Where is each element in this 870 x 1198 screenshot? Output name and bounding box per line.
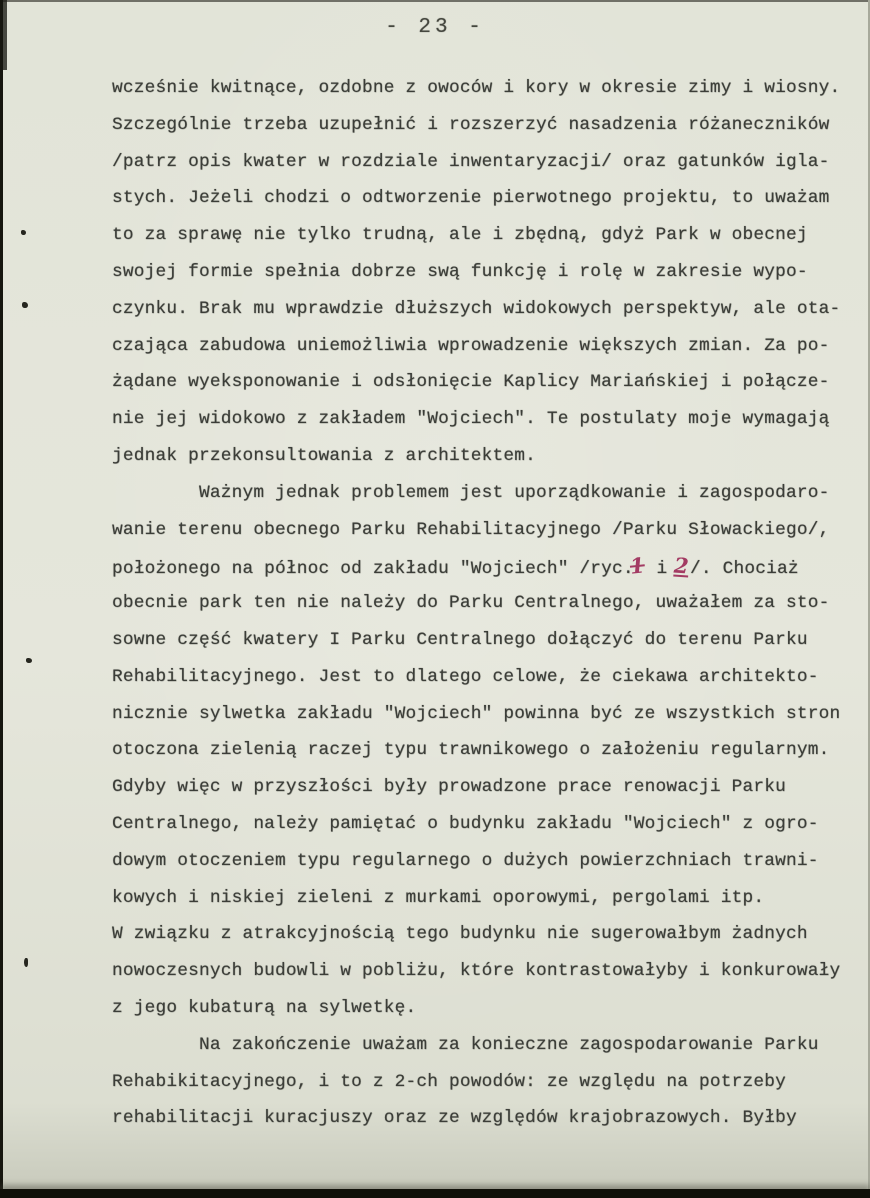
text-line: swojej formie spełnia dobrze swą funkcję i rolę w zakresie wypo- [112, 261, 808, 282]
text-line: wcześnie kwitnące, ozdobne z owoców i kory w okresie zimy i wiosny. [112, 78, 841, 98]
handwritten-figure-number: 1 [628, 552, 646, 580]
text-line: żądane wyeksponowanie i odsłonięcie Kaplicy Mariańskiej i połącze- [112, 372, 830, 393]
text-line: rehabilitacji kuracjuszy oraz ze względów krajobrazowych. Byłby [112, 1108, 797, 1129]
text-line: Gdyby więc w przyszłości były prowadzone prace renowacji Parku [112, 777, 786, 798]
text-line: z jego kubaturą na sylwetkę. [112, 997, 417, 1018]
page-number: - 23 - [385, 16, 485, 39]
scan-edge-top [0, 0, 870, 2]
text-segment: /. Chociaż [690, 559, 799, 580]
text-line: czająca zabudowa uniemożliwia wprowadzenie większych zmian. Za po- [112, 335, 830, 356]
text-line: jednak przekonsultowania z architektem. [112, 445, 536, 466]
text-line: Rehabikitacyjnego, i to z 2-ch powodów: ze względu na potrzeby [112, 1071, 786, 1092]
text-line: otoczona zielenią raczej typu trawnikowego o założeniu regularnym. [112, 740, 830, 761]
text-line: dowym otoczeniem typu regularnego o dużych powierzchniach trawni- [112, 850, 819, 871]
scan-edge-left [0, 0, 3, 1198]
text-line: nie jej widokowo z zakładem "Wojciech". Te postulaty moje wymagają [112, 409, 830, 430]
text-line: Centralnego, należy pamiętać o budynku zakładu "Wojciech" z ogro- [112, 813, 819, 834]
text-line: Na zakończenie uważam za konieczne zagospodarowanie Parku [112, 1034, 819, 1055]
text-line: to za sprawę nie tylko trudną, ale i zbędną, gdyż Park w obecnej [112, 225, 808, 246]
handwritten-figure-number: 2 [673, 552, 690, 579]
text-segment: i [645, 559, 679, 580]
text-line: W związku z atrakcyjnością tego budynku nie sugerowałbym żadnych [112, 924, 808, 945]
text-line: Szczególnie trzeba uzupełnić i rozszerzyć nasadzenia różaneczników [112, 114, 830, 135]
ink-speck [22, 302, 28, 308]
text-line: wanie terenu obecnego Parku Rehabilitacyjnego /Parku Słowackiego/, [112, 519, 830, 540]
scan-edge-bottom [0, 1189, 870, 1198]
text-line: Rehabilitacyjnego. Jest to dlatego celowe, że ciekawa architekto- [112, 666, 819, 687]
typewritten-text [112, 70, 852, 1137]
text-line: nowoczesnych budowli w pobliżu, które kontrastowałyby i konkurowały [112, 961, 841, 982]
text-line: nicznie sylwetka zakładu "Wojciech" powinna być ze wszystkich stron [112, 703, 841, 724]
ink-speck [26, 658, 32, 663]
ink-speck [21, 230, 26, 235]
text-line: sowne część kwatery I Parku Centralnego dołączyć do terenu Parku [112, 629, 808, 650]
text-line: kowych i niskiej zieleni z murkami oporowymi, pergolami itp. [112, 887, 765, 908]
text-line: obecnie park ten nie należy do Parku Centralnego, uważałem za sto- [112, 593, 830, 614]
text-segment: położonego na północ od zakładu "Wojciech" /ryc. [112, 559, 634, 580]
text-line: Ważnym jednak problemem jest uporządkowanie i zagospodaro- [112, 482, 830, 503]
text-line: stych. Jeżeli chodzi o odtworzenie pierwotnego projektu, to uważam [112, 188, 830, 209]
ink-speck [24, 958, 28, 967]
text-line: /patrz opis kwater w rozdziale inwentaryzacji/ oraz gatunków igla- [112, 151, 830, 172]
text-line: czynku. Brak mu wprawdzie dłuższych widokowych perspektyw, ale ota- [112, 298, 841, 319]
text-line [112, 548, 852, 585]
